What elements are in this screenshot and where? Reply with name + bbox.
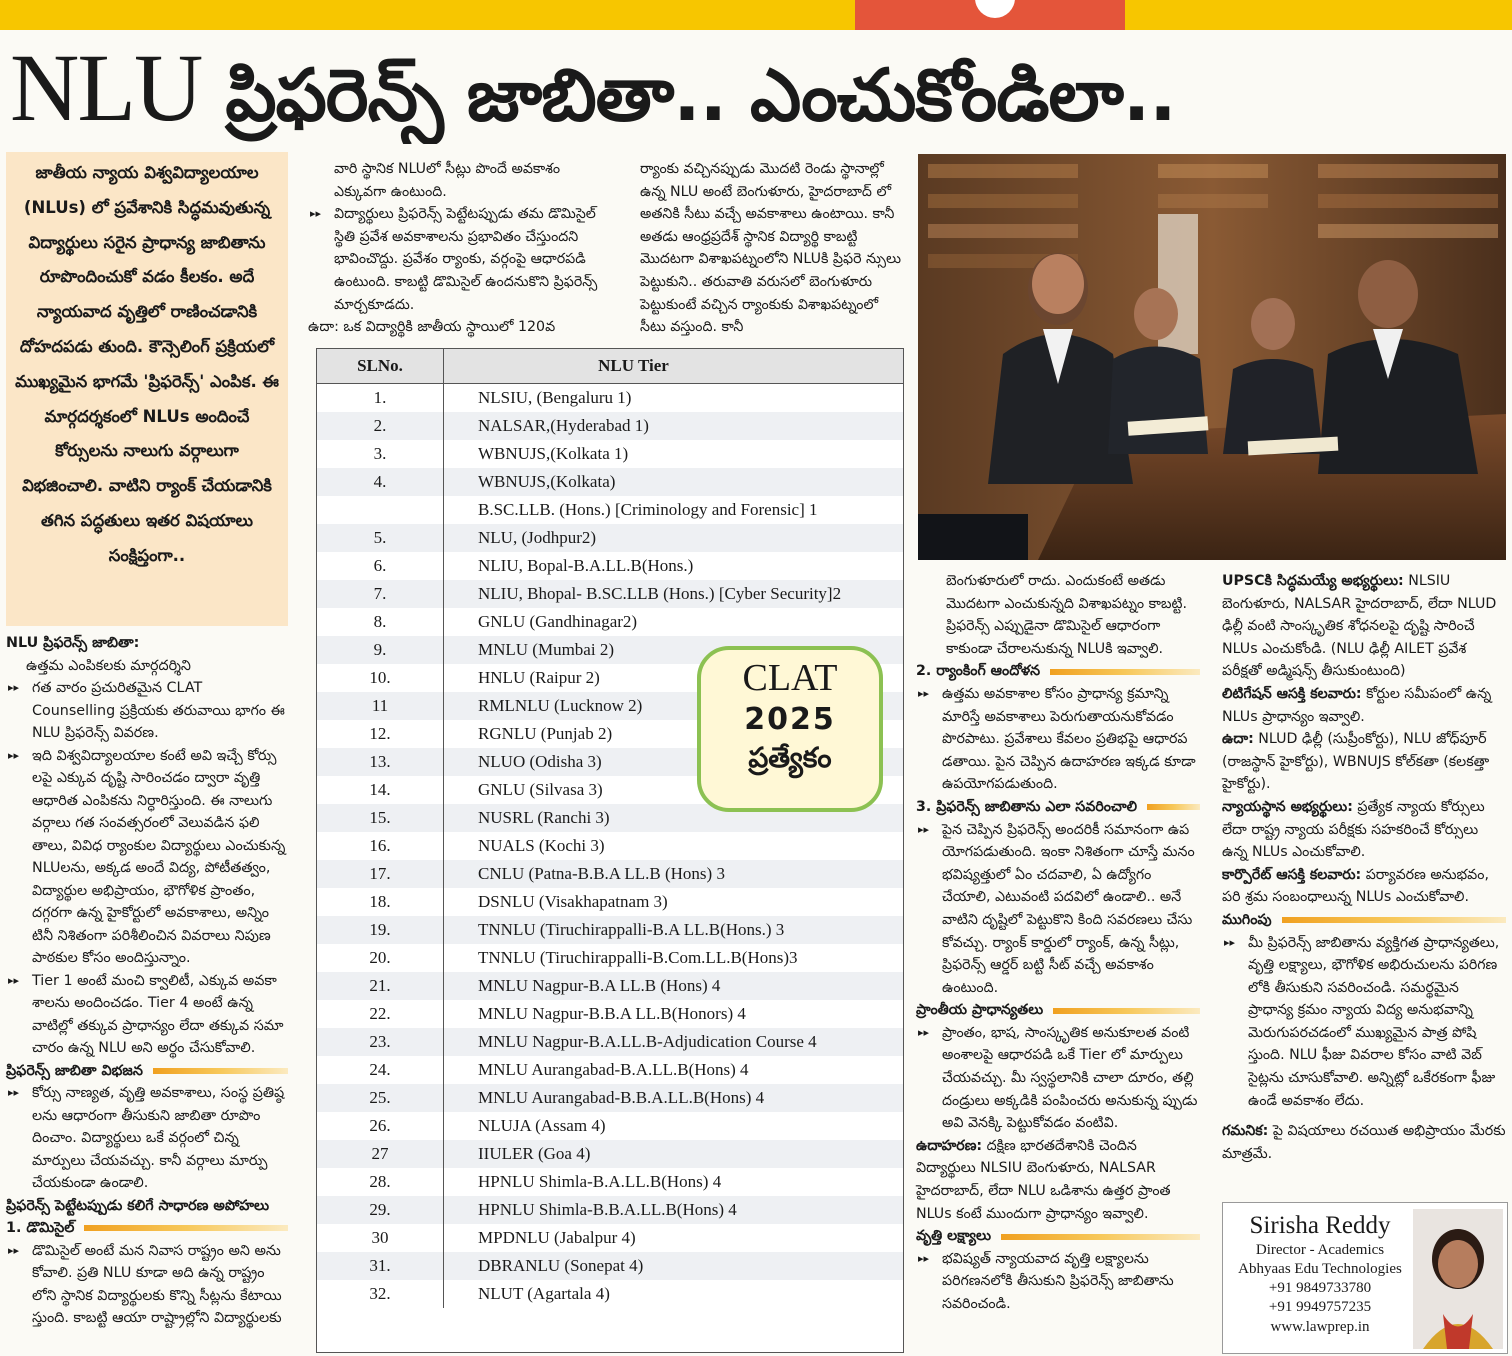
col5-heading-conclusion	[1222, 909, 1506, 932]
row-slno: 27	[317, 1140, 444, 1168]
table-row	[317, 384, 903, 412]
row-slno: 22.	[317, 1000, 444, 1028]
badge-line-1: CLAT	[742, 657, 838, 699]
author-details	[1227, 1211, 1413, 1338]
row-slno: 32.	[317, 1280, 444, 1308]
row-nlu-tier: TNNLU (Tiruchirappalli-B.A LL.B(Hons.) 3	[478, 920, 785, 939]
column-4	[916, 570, 1200, 1316]
row-slno: 3.	[317, 440, 444, 468]
row-nlu-tier: HPNLU Shimla-B.A.LL.B(Hons) 4	[478, 1172, 722, 1191]
col1-section-heading-4-text: 1. డొమిసైల్	[6, 1220, 75, 1236]
col5-section-5	[1222, 864, 1506, 909]
row-nlu-tier: B.SC.LLB. (Hons.) [Criminology and Forensic] 1	[478, 500, 818, 519]
column-5	[1222, 570, 1506, 1165]
col2-para-2: ఉదా: ఒక విద్యార్థికి జాతీయ స్థాయిలో 120వ	[308, 319, 556, 336]
headline	[10, 32, 1505, 144]
author-phone-2: +91 9949757235	[1268, 1299, 1372, 1315]
heading-bar	[1053, 1008, 1200, 1014]
row-slno: 2.	[317, 412, 444, 440]
row-slno: 9.	[317, 636, 444, 664]
row-slno: 5.	[317, 524, 444, 552]
row-nlu-tier: WBNUJS,(Kolkata)	[478, 472, 616, 491]
row-nlu-tier: NUALS (Kochi 3)	[478, 836, 605, 855]
col5-s1-label: UPSCకి సిద్ధమయ్యే అభ్యర్థులు:	[1222, 573, 1404, 589]
col4-heading-5-text: వృత్తి లక్ష్యాలు	[916, 1228, 991, 1245]
col5-section-2	[1222, 683, 1506, 728]
badge-line-2: 2025	[744, 702, 836, 737]
heading-bar	[1001, 1234, 1200, 1240]
col5-s2-text: కోర్టుల సమీపంలో ఉన్న NLUs ప్రాధాన్యం ఇవ్వాలి.	[1222, 685, 1492, 725]
row-nlu-tier: RMLNLU (Lucknow 2)	[478, 696, 643, 715]
row-slno: 16.	[317, 832, 444, 860]
row-nlu-tier: NLUT (Agartala 4)	[478, 1284, 610, 1303]
row-nlu-tier: MNLU Aurangabad-B.A.LL.B(Hons) 4	[478, 1060, 749, 1079]
row-nlu-tier: NALSAR,(Hyderabad 1)	[478, 416, 649, 435]
table-row	[317, 1252, 903, 1280]
table-row	[317, 412, 903, 440]
row-nlu-tier: NUSRL (Ranchi 3)	[478, 808, 610, 827]
row-slno: 11	[317, 692, 444, 720]
table-row	[317, 1056, 903, 1084]
col2-para-1: వారి స్థానిక NLUలో సీట్లు పొందే అవకాశం ఎక్కువగా ఉంటుంది.	[334, 161, 561, 200]
table-row	[317, 860, 903, 888]
row-slno: 26.	[317, 1112, 444, 1140]
col1-section-heading-2	[6, 1060, 288, 1083]
column-2	[308, 158, 598, 339]
table-row	[317, 944, 903, 972]
col5-section-1	[1222, 570, 1506, 683]
author-photo	[1413, 1209, 1503, 1349]
col4-heading-5	[916, 1225, 1200, 1248]
col5-s3-label: ఉదా:	[1222, 731, 1254, 748]
badge-line-3: ప్రత్యేకం	[748, 741, 832, 774]
nlu-tier-table	[316, 348, 904, 1353]
row-nlu-tier: NLUJA (Assam 4)	[478, 1116, 606, 1135]
library-scene-image	[918, 154, 1506, 560]
table-row	[317, 1280, 903, 1308]
row-slno: 13.	[317, 748, 444, 776]
row-slno: 25.	[317, 1084, 444, 1112]
col5-note-text: పై విషయాలు రచయిత అభిప్రాయం మేరకు మాత్రమే.	[1222, 1123, 1506, 1162]
col1-section-heading-4	[6, 1217, 288, 1240]
table-row	[317, 524, 903, 552]
heading-bar	[153, 1068, 288, 1074]
col1-section-heading-2-text: ప్రిఫరెన్స్ జాబితా విభజన	[6, 1062, 143, 1079]
col5-section-4	[1222, 796, 1506, 864]
col4-heading-1	[916, 660, 1200, 683]
table-row	[317, 1196, 903, 1224]
col4-bullet-1: ▸▸ ఉత్తమ అవకాశాల కోసం ప్రాధాన్య క్రమాన్ని మారిస్తే అవకాశాలు పెరుగుతాయనుకోవడం పొరపాటు. ప్రవేశాలు కేవలం ప్రతిభపై ఆధారప డతాయి. పైన చెప్పిన ఉదాహరణ ఇక్కడ కూడా ఉపయోగపడుతుంది.	[916, 683, 1200, 796]
col5-note	[1222, 1120, 1506, 1165]
row-nlu-tier: MNLU Nagpur-B.A.LL.B-Adjudication Course 4	[478, 1032, 817, 1051]
heading-bar	[1282, 917, 1506, 923]
table-header	[317, 349, 903, 384]
col5-s4-label: న్యాయస్థాన అభ్యర్థులు:	[1222, 798, 1353, 815]
row-slno: 20.	[317, 944, 444, 972]
row-nlu-tier: NLIU, Bopal-B.A.LL.B(Hons.)	[478, 556, 694, 575]
header-slno: SLNo.	[317, 349, 444, 383]
row-slno: 7.	[317, 580, 444, 608]
row-nlu-tier: MNLU Nagpur-B.A LL.B (Hons) 4	[478, 976, 721, 995]
col2-bullet-1: ▸▸ విద్యార్థులు ప్రిఫరెన్స్ పెట్టేటప్పుడు తమ డొమిసైల్ స్థితి ప్రవేశ అవకాశాలను ప్రభావితం చేస్తుందని భావించొద్దు. ప్రవేశం ర్యాంకు, వర్గంపై ఆధారపడి ఉంటుంది. కాబట్టి డొమిసైల్ ఉందనుకొని ప్రిఫరెన్స్ మార్చకూడదు.	[308, 203, 598, 316]
col5-s3-text: NLUD ఢిల్లీ (సుప్రీంకోర్టు), NLU జోధ్‌పూర్ (రాజస్థాన్ హైకోర్టు), WBNUJS కోల్‌కతా (కలకత్తా హైకోర్టు).	[1222, 731, 1490, 793]
table-row	[317, 888, 903, 916]
table-row	[317, 832, 903, 860]
row-nlu-tier: NLIU, Bhopal- B.SC.LLB (Hons.) [Cyber Security]2	[478, 584, 842, 603]
author-org: Abhyaas Edu Technologies	[1238, 1261, 1402, 1277]
col4-bullet-2: ▸▸ పైన చెప్పిన ప్రిఫరెన్స్ అందరికీ సమానంగా ఉప యోగపడుతుంది. ఇంకా నిశితంగా చూస్తే మనం భవిష్యత్తులో ఏం చదవాలి, ఏ ఉద్యోగం చేయాలి, ఎటువంటి పదవిలో ఉండాలి.. అనే వాటిని దృష్టిలో పెట్టుకొని కింది సవరణలు చేసు కోవచ్చు. ర్యాంక్ కార్డులో ర్యాంక్, ఉన్న సీట్లు, ప్రిఫరెన్స్ ఆర్డర్ బట్టి సీట్ వచ్చే అవకాశం ఉంటుంది.	[916, 819, 1200, 1000]
col4-heading-2-text: 3. ప్రిఫరెన్స్ జాబితాను ఎలా సవరించాలి	[916, 798, 1137, 815]
row-nlu-tier: DBRANLU (Sonepat 4)	[478, 1256, 644, 1275]
row-slno: 23.	[317, 1028, 444, 1056]
row-nlu-tier: MNLU Aurangabad-B.B.A.LL.B(Hons) 4	[478, 1088, 765, 1107]
column-1	[6, 632, 288, 1330]
headline-prefix: NLU	[10, 34, 202, 141]
col5-s4-text: ప్రత్యేక న్యాయ కోర్సులు లేదా రాష్ట్ర న్యాయ పరీక్షకు సహకరించే కోర్సులు ఉన్న NLUs ఎంచుకోవాలి.	[1222, 798, 1485, 861]
row-nlu-tier: NLSIU, (Bengaluru 1)	[478, 388, 632, 407]
row-nlu-tier: RGNLU (Punjab 2)	[478, 724, 613, 743]
col5-heading-conclusion-text: ముగింపు	[1222, 911, 1272, 928]
col1-section-heading-3: ప్రిఫరెన్స్ పెట్టేటప్పుడు కలిగే సాధారణ అపోహలు	[6, 1197, 270, 1214]
col4-para-1: బెంగుళూరులో రాదు. ఎందుకంటే అతడు మొదటగా ఎంచుకున్నది విశాఖపట్నం కాబట్టి. ప్రిఫరెన్స్ ఎప్పుడైనా డొమిసైల్ ఆధారంగా కాకుండా చేరాలనుకున్న NLUకి ఇవ్వాలి.	[946, 573, 1187, 657]
heading-bar	[1147, 804, 1200, 810]
row-nlu-tier: WBNUJS,(Kolkata 1)	[478, 444, 629, 463]
col5-bullet-1: ▸▸ మీ ప్రిఫరెన్స్ జాబితాను వ్యక్తిగత ప్రాధాన్యతలు, వృత్తి లక్ష్యాలు, భౌగోళిక అభిరుచులను పరిగణ లోకి తీసుకుని సవరించండి. సమర్థమైన ప్రాధాన్య క్రమం న్యాయ విద్య అనుభవాన్ని మెరుగుపరచడంలో ముఖ్యమైన పాత్ర పోషి స్తుంది. NLU ఫీజు వివరాల కోసం వాటి వెబ్ సైట్లను చూసుకోవాలి. అన్నిట్లో ఒకేరకంగా ఫీజు ఉండే అవకాశం లేదు.	[1222, 932, 1506, 1113]
author-box	[1222, 1202, 1508, 1354]
top-color-band	[0, 0, 1512, 30]
clat-2025-badge	[697, 646, 883, 812]
row-slno: 29.	[317, 1196, 444, 1224]
author-title: Director - Academics	[1255, 1242, 1385, 1258]
row-slno: 4.	[317, 468, 444, 496]
row-slno: 24.	[317, 1056, 444, 1084]
table-body	[317, 384, 903, 1308]
row-slno: 14.	[317, 776, 444, 804]
row-nlu-tier: CNLU (Patna-B.B.A LL.B (Hons) 3	[478, 864, 725, 883]
header-tier: NLU Tier	[598, 356, 669, 375]
col5-s5-label: కార్పొరేట్ ఆసక్తి కలవారు:	[1222, 866, 1362, 883]
col4-heading-3-text: ప్రాంతీయ ప్రాధాన్యతలు	[916, 1002, 1044, 1019]
col3-para-1: ర్యాంకు వచ్చినప్పుడు మొదటి రెండు స్థానాల్లో ఉన్న NLU అంటే బెంగుళూరు, హైదరాబాద్ లో అతనికి సీటు వచ్చే అవకాశాలు ఉంటాయి. కానీ అతడు ఆంధ్రప్రదేశ్ స్థానిక విద్యార్థి కాబట్టి మొదటగా విశాఖపట్నంలోని NLUకి ప్రిఫరె న్సులు పెట్టుకుని.. తరువాతి వరుసలో బెంగుళూరు పెట్టుకుంటే వచ్చిన ర్యాంకుకు విశాఖపట్నంలో సీటు వస్తుంది. కానీ	[640, 161, 901, 336]
col1-heading: NLU ప్రిఫరెన్స్ జాబితా:	[6, 635, 140, 651]
students-library-photo	[918, 154, 1506, 560]
row-nlu-tier: NLU, (Jodhpur2)	[478, 528, 597, 547]
col4-example-text: దక్షిణ భారతదేశానికి చెందిన విద్యార్థులు NLSIU బెంగుళూరు, NALSAR హైదరాబాద్, లేదా NLU ఒడిశాను ఉత్తర ప్రాంత NLUs కంటే ముందుగా ప్రాధాన్యం ఇవ్వాలి.	[916, 1137, 1171, 1222]
row-slno: 30	[317, 1224, 444, 1252]
table-row	[317, 1168, 903, 1196]
author-phone-1: +91 9849733780	[1268, 1280, 1372, 1296]
row-nlu-tier: GNLU (Silvasa 3)	[478, 780, 603, 799]
row-nlu-tier: HNLU (Raipur 2)	[478, 668, 600, 687]
row-nlu-tier: IIULER (Goa 4)	[478, 1144, 591, 1163]
col4-heading-2	[916, 796, 1200, 819]
table-row	[317, 1028, 903, 1056]
col1-bullet-2: ▸▸ ఇది విశ్వవిద్యాలయాల కంటే అవి ఇచ్చే కోర్సు లపై ఎక్కువ దృష్టి సారించడం ద్వారా వృత్తి ఆధారిత ఎంపికను నిర్ధారిస్తుంది. ఈ నాలుగు వర్గాలు గత సంవత్సరంలో వెలువడిన ఫలి తాలు, వివిధ ర్యాంకుల విద్యార్థులు ఎంచుకున్న NLUలను, అక్కడ అందే విద్య, పోటీతత్వం, విద్యార్థుల అభిప్రాయం, భౌగోళిక ప్రాంతం, దగ్గరగా ఉన్న హైకోర్టులో అవకాశాలు, అన్నిం టినీ నిశితంగా పరిశీలించిన వివరాలు నిపుణ పాఠకుల కోసం అందిస్తున్నాం.	[6, 745, 288, 970]
row-slno: 18.	[317, 888, 444, 916]
col1-bullet-4: ▸▸ కోర్సు నాణ్యత, వృత్తి అవకాశాలు, సంస్థ ప్రతిష్ఠ లను ఆధారంగా తీసుకుని జాబితా రూపొం దించాం. విద్యార్థులు ఒకే వర్గంలో చిన్న మార్పులు చేయవచ్చు. కానీ వర్గాలు మార్పు చేయకుండా ఉండాలి.	[6, 1082, 288, 1195]
table-row	[317, 468, 903, 496]
row-slno: 21.	[317, 972, 444, 1000]
row-slno: 8.	[317, 608, 444, 636]
col1-subheading: ఉత్తమ ఎంపికలకు మార్గదర్శిని	[26, 657, 191, 674]
row-slno: 19.	[317, 916, 444, 944]
headline-text: ప్రిఫరెన్స్ జాబితా.. ఎంచుకోండిలా..	[225, 53, 1176, 137]
col1-bullet-5: ▸▸ డొమిసైల్ అంటే మన నివాస రాష్ట్రం అని అను కోవాలి. ప్రతి NLU కూడా అది ఉన్న రాష్ట్రం లోని స్థానిక విద్యార్థులకు కొన్ని సీట్లను కేటాయి స్తుంది. కాబట్టి ఆయా రాష్ట్రాల్లోని విద్యార్థులకు	[6, 1240, 288, 1330]
col4-bullet-3: ▸▸ ప్రాంతం, భాష, సాంస్కృతిక అనుకూలత వంటి అంశాలపై ఆధారపడి ఒకే Tier లో మార్పులు చేయవచ్చు. మీ స్వస్థలానికి చాలా దూరం, తల్లి దండ్రులు అక్కడికి పంపించరు అనుకున్న ప్పుడు అవి వెనక్కి పెట్టుకోవడం వంటివి.	[916, 1022, 1200, 1135]
row-nlu-tier: MNLU (Mumbai 2)	[478, 640, 614, 659]
col4-example	[916, 1135, 1200, 1225]
row-slno: 15.	[317, 804, 444, 832]
row-nlu-tier: DSNLU (Visakhapatnam 3)	[478, 892, 668, 911]
table-row	[317, 972, 903, 1000]
table-row	[317, 1140, 903, 1168]
table-row	[317, 1224, 903, 1252]
table-row	[317, 1112, 903, 1140]
col5-s1-text: NLSIU బెంగుళూరు, NALSAR హైదరాబాద్, లేదా NLUD ఢిల్లీ వంటి సాంస్కృతిక శోధనలపై దృష్టి సారించే NLUs ఎంచుకోండి. (NLU ఢిల్లీ AILET ప్రవేశ పరీక్షతో అడ్మిషన్స్ తీసుకుంటుంది)	[1222, 573, 1497, 680]
col5-s2-label: లిటిగేషన్ ఆసక్తి కలవారు:	[1222, 685, 1362, 702]
col4-heading-3	[916, 999, 1200, 1022]
row-slno: 1.	[317, 384, 444, 412]
row-nlu-tier: TNNLU (Tiruchirappalli-B.Com.LL.B(Hons)3	[478, 948, 798, 967]
table-row	[317, 608, 903, 636]
col5-section-3	[1222, 728, 1506, 796]
row-slno: 12.	[317, 720, 444, 748]
col5-note-label: గమనిక:	[1222, 1123, 1269, 1140]
row-nlu-tier: GNLU (Gandhinagar2)	[478, 612, 638, 631]
col1-bullet-1: ▸▸ గత వారం ప్రచురితమైన CLAT Counselling ప్రక్రియకు తరువాయి భాగం ఈ NLU ప్రిఫరెన్స్ వివరణ.	[6, 677, 288, 745]
table-row	[317, 1000, 903, 1028]
row-slno	[317, 496, 444, 524]
row-slno: 28.	[317, 1168, 444, 1196]
author-name: Sirisha Reddy	[1249, 1212, 1391, 1239]
row-slno: 6.	[317, 552, 444, 580]
row-nlu-tier: NLUO (Odisha 3)	[478, 752, 602, 771]
row-slno: 10.	[317, 664, 444, 692]
intro-text: జాతీయ న్యాయ విశ్వవిద్యాలయాల (NLUs) లో ప్రవేశానికి సిద్ధమవుతున్న విద్యార్థులు సరైన ప్రాధాన్య జాబితాను రూపొందించుకో వడం కీలకం. అదే న్యాయవాద వృత్తిలో రాణించడానికి దోహదపడు తుంది. కౌన్సెలింగ్ ప్రక్రియలో ముఖ్యమైన భాగమే 'ప్రిఫరెన్స్' ఎంపిక. ఈ మార్గదర్శకంలో NLUs అందించే కోర్సులను నాలుగు వర్గాలుగా విభజించాలి. వాటిని ర్యాంక్ చేయడానికి తగిన పద్ధతులు ఇతర విషయాలు సంక్షిప్తంగా..	[15, 163, 279, 565]
table-row	[317, 440, 903, 468]
col4-example-label: ఉదాహరణ:	[916, 1137, 983, 1154]
row-nlu-tier: MNLU Nagpur-B.B.A LL.B(Honors) 4	[478, 1004, 746, 1023]
col5-s5-text: పర్యావరణ అనుభవం, పరి శ్రమ సంబంధాలున్న NLUs ఎంచుకోవాలి.	[1222, 866, 1489, 906]
col1-bullet-3: ▸▸ Tier 1 అంటే మంచి క్వాలిటీ, ఎక్కువ అవకా శాలను అందించడం. Tier 4 అంటే ఉన్న వాటిల్లో తక్కువ ప్రాధాన్యం లేదా తక్కువ సమా చారం ఉన్న NLU అని అర్థం చేసుకోవాలి.	[6, 970, 288, 1060]
heading-bar	[1050, 669, 1200, 675]
table-row	[317, 496, 903, 524]
author-website: www.lawprep.in	[1270, 1319, 1370, 1335]
row-slno: 17.	[317, 860, 444, 888]
row-nlu-tier: MPDNLU (Jabalpur 4)	[478, 1228, 636, 1247]
table-row	[317, 1084, 903, 1112]
table-row	[317, 916, 903, 944]
row-slno: 31.	[317, 1252, 444, 1280]
intro-box	[6, 152, 288, 626]
col4-bullet-4: ▸▸ భవిష్యత్ న్యాయవాద వృత్తి లక్ష్యాలను పరిగణనలోకి తీసుకుని ప్రిఫరెన్స్ జాబితాను సవరించండి.	[916, 1248, 1200, 1316]
row-nlu-tier: HPNLU Shimla-B.B.A.LL.B(Hons) 4	[478, 1200, 737, 1219]
heading-bar	[84, 1225, 288, 1231]
column-3	[640, 158, 902, 339]
col4-heading-1-text: 2. ర్యాంకింగ్ ఆందోళన	[916, 663, 1041, 680]
table-row	[317, 580, 903, 608]
table-row	[317, 552, 903, 580]
